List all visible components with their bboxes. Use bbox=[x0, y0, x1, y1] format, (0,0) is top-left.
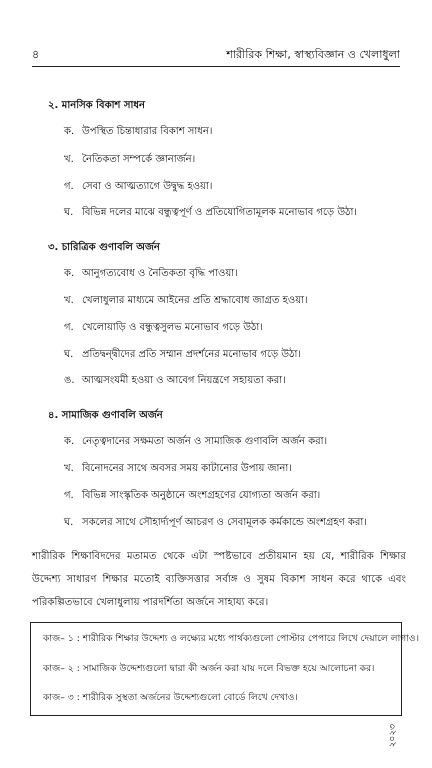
list-text: আনুগত্যবোধ ও নৈতিকতা বৃদ্ধি পাওয়া। bbox=[82, 268, 238, 279]
list-marker: গ. bbox=[64, 490, 74, 501]
list-item bbox=[64, 347, 301, 364]
list-item bbox=[64, 488, 320, 505]
list-text: বিনোদনের সাথে অবসর সময় কাটানোর উপায় জানা। bbox=[82, 463, 292, 474]
list-item bbox=[64, 205, 357, 222]
list-item bbox=[64, 515, 367, 532]
list-marker: ঘ. bbox=[64, 349, 74, 360]
list-item bbox=[64, 152, 195, 169]
section-title: ৩. চারিত্রিক গুণাবলি অর্জন bbox=[48, 242, 160, 253]
list-text: আত্মসংযমী হওয়া ও আবেগ নিয়ন্ত্রণে সহায়তা করা। bbox=[82, 375, 286, 386]
header-rule bbox=[32, 66, 400, 67]
list-text: নৈতিকতা সম্পর্কে জ্ঞানার্জন। bbox=[82, 154, 196, 165]
task-item: কাজ– ১ : শারীরিক শিক্ষার উদ্দেশ্য ও লক্ষ্যের মধ্যে পার্থক্যগুলো পোস্টার পেপারে লিখে দেয়ালে লাগাও। bbox=[43, 633, 419, 644]
list-marker: গ. bbox=[64, 322, 74, 333]
list-item bbox=[64, 373, 286, 390]
list-marker: খ. bbox=[64, 463, 74, 474]
list-text: প্রতিদ্বন্দ্বীদের প্রতি সম্মান প্রদর্শনের মনোভাব গড়ে উঠা। bbox=[82, 349, 301, 360]
list-text: বিভিন্ন দলের মাঝে বন্ধুত্বপূর্ণ ও প্রতিযোগিতামূলক মনোভাব গড়ে উঠা। bbox=[82, 207, 357, 218]
task-item: কাজ– ২ : সামাজিক উদ্দেশ্যগুলো দ্বারা কী অর্জন করা যায় দলে বিভক্ত হয়ে আলোচনা কর। bbox=[43, 663, 375, 674]
list-item bbox=[64, 461, 292, 478]
list-text: সকলের সাথে সৌহার্দ্যপূর্ণ আচরণ ও সেবামূলক কর্মকান্ডে অংশগ্রহণ করা। bbox=[82, 517, 367, 528]
header-title: শারীরিক শিক্ষা, স্বাস্থ্যবিজ্ঞান ও খেলাধুলা bbox=[226, 48, 400, 61]
list-marker: খ. bbox=[64, 295, 74, 306]
list-marker: ক. bbox=[64, 126, 75, 137]
list-text: নেতৃত্বদানের সক্ষমতা অর্জন ও সামাজিক গুণাবলি অর্জন করা। bbox=[82, 436, 328, 447]
list-text: খেলোয়াড়ি ও বন্ধুত্বসুলভ মনোভাব গড়ে উঠা। bbox=[82, 322, 263, 333]
list-text: খেলাধুলার মাধ্যমে আইনের প্রতি শ্রদ্ধাবোধ জাগ্রত হওয়া। bbox=[82, 295, 308, 306]
task-item: কাজ– ৩ : শারীরিক সুস্থতা অর্জনের উদ্দেশ্যগুলো বোর্ডে লিখে দেখাও। bbox=[43, 692, 298, 703]
list-text: সেবা ও আত্মত্যাগে উদ্বুদ্ধ হওয়া। bbox=[82, 181, 213, 192]
section-title: ২. মানসিক বিকাশ সাধন bbox=[48, 100, 145, 111]
footer-year: ২০২৩ bbox=[388, 724, 398, 748]
summary-paragraph: শারীরিক শিক্ষাবিদদের মতামত থেকে এটা স্পষ্টভাবে প্রতীয়মান হয় যে, শারীরিক শিক্ষার উদ্দেশ্য সাধারণ শিক্ষার মতোই ব্যক্তিসত্তার সর্বাঙ্গ ও সুষম বিকাশ সাধন করে থাকে এবং পরিকল্পিতভাবে খেলাধুলায় পারদর্শিতা অর্জনে সাহায্য করে। bbox=[32, 551, 406, 608]
list-item bbox=[64, 434, 327, 451]
list-item bbox=[64, 293, 308, 310]
task-box bbox=[30, 622, 419, 716]
list-marker: ক. bbox=[64, 268, 75, 279]
list-item bbox=[64, 179, 212, 196]
page-header bbox=[32, 46, 400, 64]
page-number: ৪ bbox=[32, 48, 40, 61]
list-marker: গ. bbox=[64, 181, 74, 192]
list-marker: ঘ. bbox=[64, 517, 74, 528]
list-item bbox=[64, 124, 212, 141]
list-text: বিভিন্ন সাংস্কৃতিক অনুষ্ঠানে অংশগ্রহণের যোগ্যতা অর্জন করা। bbox=[82, 490, 321, 501]
list-marker: খ. bbox=[64, 154, 74, 165]
section-title: ৪. সামাজিক গুণাবলি অর্জন bbox=[48, 410, 163, 421]
list-item bbox=[64, 320, 263, 337]
list-marker: ঘ. bbox=[64, 207, 74, 218]
list-text: উপস্থিত চিন্তাধারার বিকাশ সাধন। bbox=[82, 126, 213, 137]
list-marker: ক. bbox=[64, 436, 75, 447]
list-marker: ঙ. bbox=[64, 375, 75, 386]
list-item bbox=[64, 266, 238, 283]
